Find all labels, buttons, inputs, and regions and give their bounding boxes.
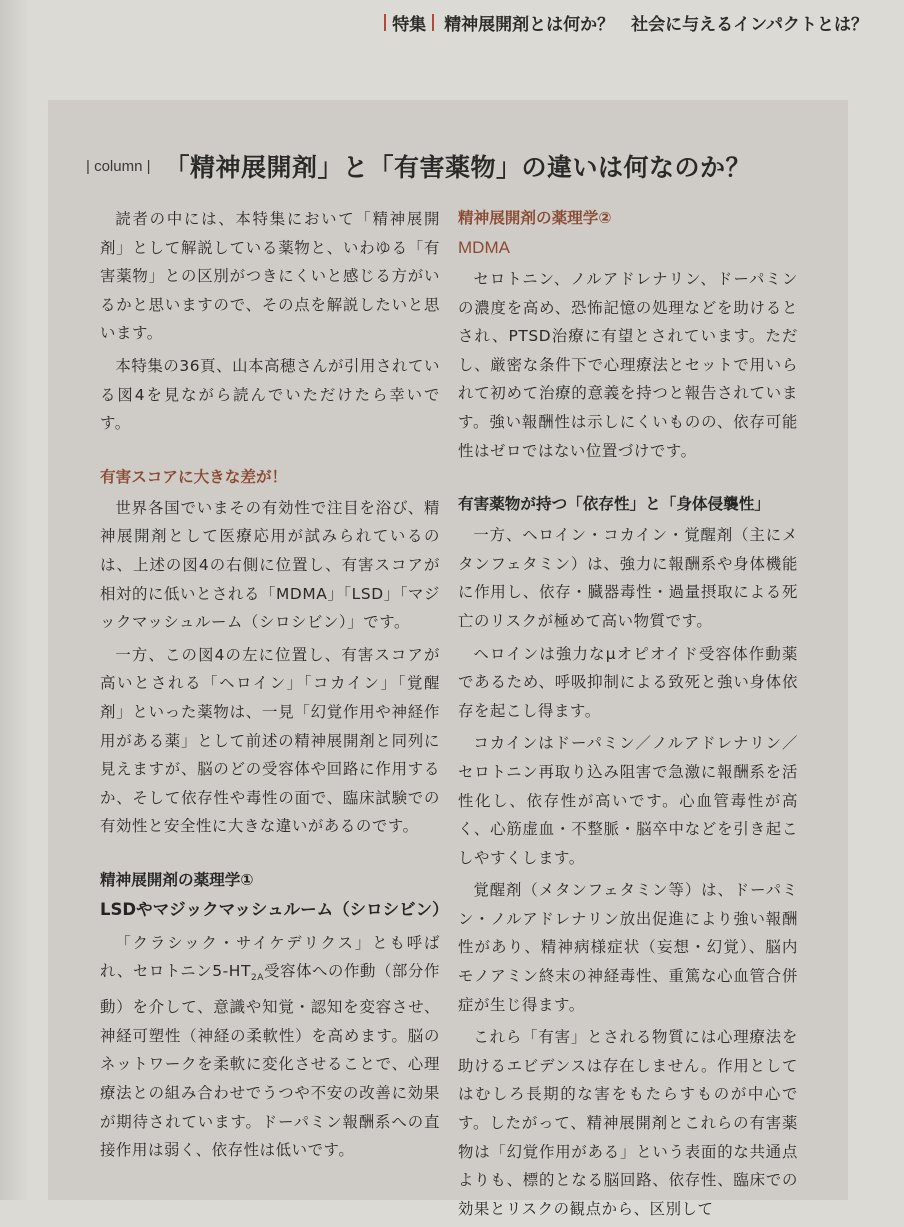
harmful-paragraph-4: 覚醒剤（メタンフェタミン等）は、ドーパミン・ノルアドレナリン放出促進により強い報酬性があり、精神病様症状（妄想・幻覚）、脳内モノアミン終末の神経毒性、重篤な心血管合併症が生じ得ます。 [458, 881, 798, 1014]
divider-bar [384, 14, 386, 31]
intro-paragraph-1: 読者の中には、本特集において「精神展開剤」として解説している薬物と、いわゆる「有害薬物」との区別がつきにくいと感じる方がいるかと思いますので、その点を解説したいと思います。 [100, 210, 440, 343]
heading-harm-score: 有害スコアに大きな差が！ [100, 467, 288, 486]
mdma-paragraph: セロトニン、ノルアドレナリン、ドーパミンの濃度を高め、恐怖記憶の処理などを助けるとされ、PTSD治療に有望とされています。ただし、厳密な条件下で心理療法とセットで用いられて初めて治療的意義を持つと報告されています。強い報酬性は示しにくいものの、依存可能性はゼロではない位置づけです。 [458, 270, 798, 460]
left-column [100, 205, 449, 1169]
pharmacology-1-paragraph: 「クラシック・サイケデリクス」とも呼ばれ、セロトニン$5-HT_{2A}$受容体への作動（部分作動）を介して、意識や知覚・認知を変容させ、神経可塑性（神経の柔軟性）を高めます。脳のネットワークを柔軟に変化させることで、心理療法との組み合わせでうつや不安の改善に効果が期待されています。ドーパミン報酬系への直接作用は弱く、依存性は低いです。 [100, 933, 440, 1160]
section-tag-label: 特集 [392, 14, 427, 35]
column-title-row [86, 146, 826, 186]
divider-bar [432, 14, 434, 31]
harmful-paragraph-3: コカインはドーパミン／ノルアドレナリン／セロトニン再取り込み阻害で急激に報酬系を活性化し、依存性が高いです。心血管毒性が高く、心筋虚血・不整脈・脳卒中などを引き起こしやすくします。 [458, 734, 798, 867]
harmful-paragraph-2: ヘロインは強力なμオピオイド受容体作動薬であるため、呼吸抑制による致死と強い身体依存を起こし得ます。 [458, 644, 798, 720]
score-paragraph-2: 一方、この図4の左に位置し、有害スコアが高いとされる「ヘロイン」「コカイン」「覚醒剤」といった薬物は、一見「幻覚作用や神経作用がある薬」として前述の精神展開剤と同列に見えますが、脳のどの受容体や回路に作用するか、そして依存性や毒性の面で、臨床試験での有効性と安全性に大きな違いがあるのです。 [100, 645, 440, 836]
score-paragraph-1: 世界各国でいまその有効性で注目を浴び、精神展開剤として医療応用が試みられているのは、上述の図4の右側に位置し、有害スコアが相対的に低いとされる「MDMA」「LSD」「マジックマッシュルーム（シロシビン）」です。 [100, 498, 440, 632]
harmful-paragraph-5: これら「有害」とされる物質には心理療法を助けるエビデンスは存在しません。作用としてはむしろ長期的な害をもたらすものが中心です。したがって、精神展開剤とこれらの有害薬物は「幻覚作用がある」という表面的な共通点よりも、標的となる脳回路、依存性、臨床での効果とリスクの観点から、区別して [458, 1028, 798, 1218]
page-gutter-shadow [0, 0, 30, 1200]
running-header-title: 精神展開剤とは何か？ 社会に与えるインパクトとは？ [444, 14, 868, 35]
right-column [458, 205, 798, 1227]
running-header [384, 10, 868, 34]
harmful-paragraph-1: 一方、ヘロイン・コカイン・覚醒剤（主にメタンフェタミン）は、強力に報酬系や身体機能に作用し、依存・臓器毒性・過量摂取による死亡のリスクが極めて高い物質です。 [458, 526, 798, 630]
heading-pharmacology-2: 精神展開剤の薬理学② [458, 209, 612, 227]
heading-pharmacology-2-subtitle: MDMA [458, 238, 510, 257]
heading-pharmacology-1-subtitle: LSDやマジックマッシュルーム（シロシビン） [100, 899, 449, 919]
section-tag [384, 10, 434, 35]
intro-paragraph-2: 本特集の36頁、山本高穂さんが引用されている図4を見ながら読んでいただけたら幸いです。 [100, 356, 440, 433]
column-title: 「精神展開剤」と「有害薬物」の違いは何なのか？ [164, 153, 752, 182]
column-label: | column | [86, 157, 151, 175]
heading-harmful-drugs: 有害薬物が持つ「依存性」と「身体侵襲性」 [458, 495, 770, 514]
heading-pharmacology-1: 精神展開剤の薬理学① [100, 870, 254, 889]
